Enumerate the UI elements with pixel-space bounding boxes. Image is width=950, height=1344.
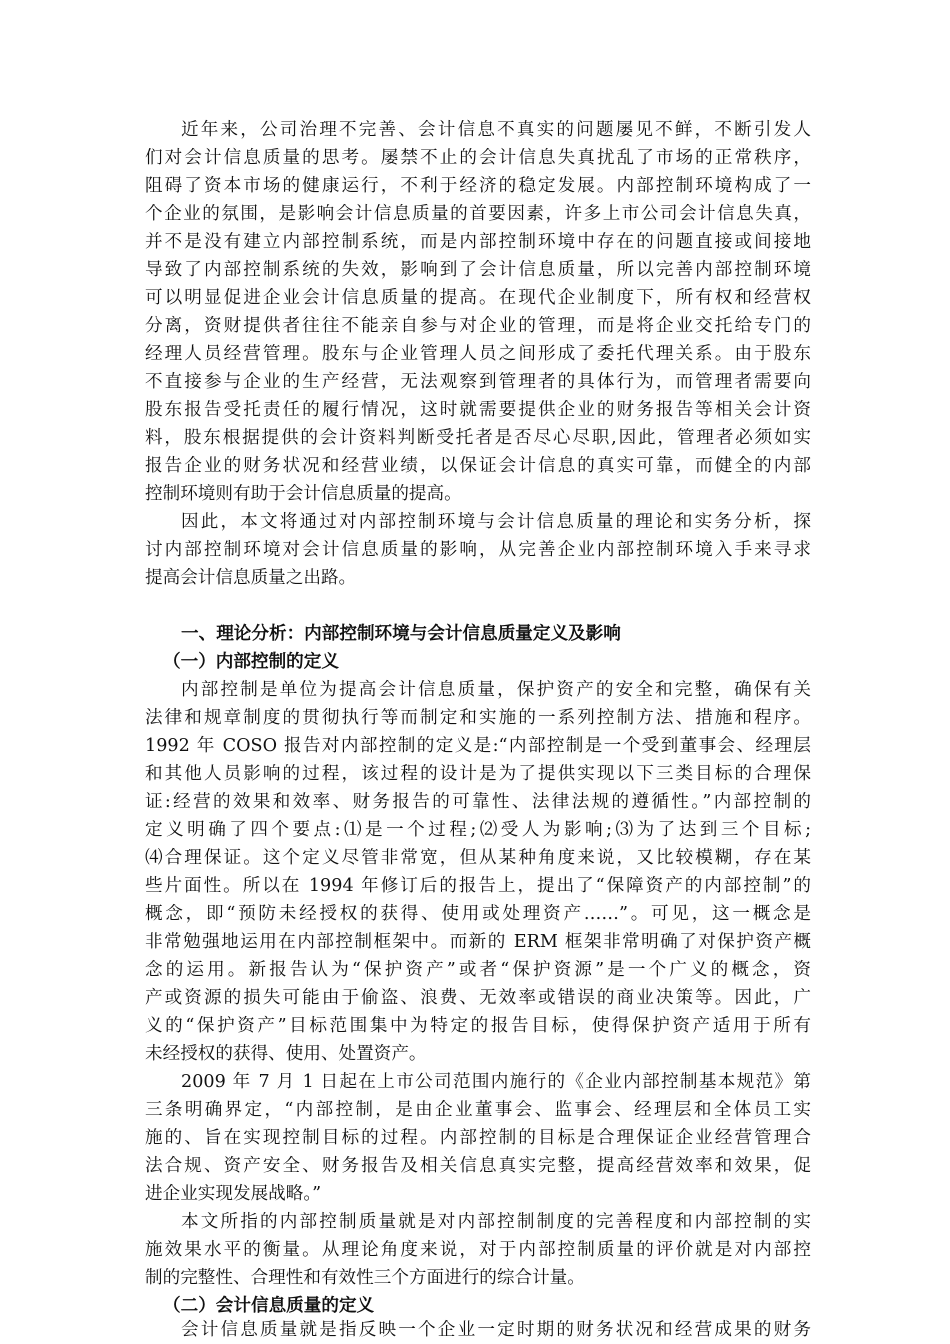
text-line: 分离，资财提供者往往不能亲自参与对企业的管理，而是将企业交托给专门的 (145, 316, 811, 336)
subsection-heading: （二）会计信息质量的定义 (163, 1296, 375, 1316)
text-line: 经理人员经营管理。股东与企业管理人员之间形成了委托代理关系。由于股东 (145, 344, 811, 364)
text-line: 念的运用。新报告认为“保护资产”或者“保护资源”是一个广义的概念，资 (145, 960, 811, 980)
text-line: 1992 年 COSO 报告对内部控制的定义是:“内部控制是一个受到董事会、经理层 (145, 736, 811, 756)
text-line: 阻碍了资本市场的健康运行，不利于经济的稳定发展。内部控制环境构成了一 (145, 176, 811, 196)
text-line: 施的、旨在实现控制目标的过程。内部控制的目标是合理保证企业经营管理合 (145, 1128, 811, 1148)
text-line: 导致了内部控制系统的失效，影响到了会计信息质量，所以完善内部控制环境 (145, 260, 811, 280)
text-line: 股东报告受托责任的履行情况，这时就需要提供企业的财务报告等相关会计资 (145, 400, 811, 420)
text-line: 会计信息质量就是指反映一个企业一定时期的财务状况和经营成果的财务 (181, 1320, 811, 1340)
text-line: 内部控制是单位为提高会计信息质量，保护资产的安全和完整，确保有关 (181, 680, 811, 700)
text-line: 施效果水平的衡量。从理论角度来说，对于内部控制质量的评价就是对内部控 (145, 1240, 811, 1260)
text-line: 三条明确界定，“内部控制，是由企业董事会、监事会、经理层和全体员工实 (145, 1100, 811, 1120)
text-line: 因此，本文将通过对内部控制环境与会计信息质量的理论和实务分析，探 (181, 512, 811, 532)
text-line: 些片面性。所以在 1994 年修订后的报告上，提出了“保障资产的内部控制”的 (145, 876, 811, 896)
text-line: 证:经营的效果和效率、财务报告的可靠性、法律法规的遵循性。”内部控制的 (145, 792, 811, 812)
text-line: 可以明显促进企业会计信息质量的提高。在现代企业制度下，所有权和经营权 (145, 288, 811, 308)
text-line: 料，股东根据提供的会计资料判断受托者是否尽心尽职,因此，管理者必须如实 (145, 428, 811, 448)
text-line: 法合规、资产安全、财务报告及相关信息真实完整，提高经营效率和效果，促 (145, 1156, 811, 1176)
text-line: 法律和规章制度的贯彻执行等而制定和实施的一系列控制方法、措施和程序。 (145, 708, 811, 728)
text-line: 非常勉强地运用在内部控制框架中。而新的 ERM 框架非常明确了对保护资产概 (145, 932, 811, 952)
text-line: ⑷合理保证。这个定义尽管非常宽，但从某种角度来说，又比较模糊，存在某 (145, 848, 811, 868)
text-line: 并不是没有建立内部控制系统，而是内部控制环境中存在的问题直接或间接地 (145, 232, 811, 252)
section-heading: 一、理论分析：内部控制环境与会计信息质量定义及影响 (181, 624, 621, 644)
text-line: 本文所指的内部控制质量就是对内部控制制度的完善程度和内部控制的实 (181, 1212, 811, 1232)
text-line: 未经授权的获得、使用、处置资产。 (145, 1044, 427, 1064)
text-line: 和其他人员影响的过程，该过程的设计是为了提供实现以下三类目标的合理保 (145, 764, 811, 784)
text-line: 提高会计信息质量之出路。 (145, 568, 357, 588)
text-line: 产或资源的损失可能由于偷盗、浪费、无效率或错误的商业决策等。因此，广 (145, 988, 811, 1008)
text-line: 定义明确了四个要点:⑴是一个过程;⑵受人为影响;⑶为了达到三个目标; (145, 820, 811, 840)
subsection-heading: （一）内部控制的定义 (163, 652, 339, 672)
text-line: 进企业实现发展战略。” (145, 1184, 322, 1204)
text-line: 不直接参与企业的生产经营，无法观察到管理者的具体行为，而管理者需要向 (145, 372, 811, 392)
text-line: 义的“保护资产”目标范围集中为特定的报告目标，使得保护资产适用于所有 (145, 1016, 811, 1036)
text-line: 个企业的氛围，是影响会计信息质量的首要因素，许多上市公司会计信息失真， (145, 204, 811, 224)
text-line: 2009 年 7 月 1 日起在上市公司范围内施行的《企业内部控制基本规范》第 (181, 1072, 811, 1092)
text-line: 制的完整性、合理性和有效性三个方面进行的综合计量。 (145, 1268, 585, 1288)
text-line: 讨内部控制环境对会计信息质量的影响，从完善企业内部控制环境入手来寻求 (145, 540, 811, 560)
text-line: 报告企业的财务状况和经营业绩，以保证会计信息的真实可靠，而健全的内部 (145, 456, 811, 476)
text-line: 们对会计信息质量的思考。屡禁不止的会计信息失真扰乱了市场的正常秩序， (145, 148, 811, 168)
text-line: 概念，即“预防未经授权的获得、使用或处理资产……”。可见，这一概念是 (145, 904, 811, 924)
text-line: 控制环境则有助于会计信息质量的提高。 (145, 484, 462, 504)
text-line: 近年来，公司治理不完善、会计信息不真实的问题屡见不鲜，不断引发人 (181, 120, 811, 140)
